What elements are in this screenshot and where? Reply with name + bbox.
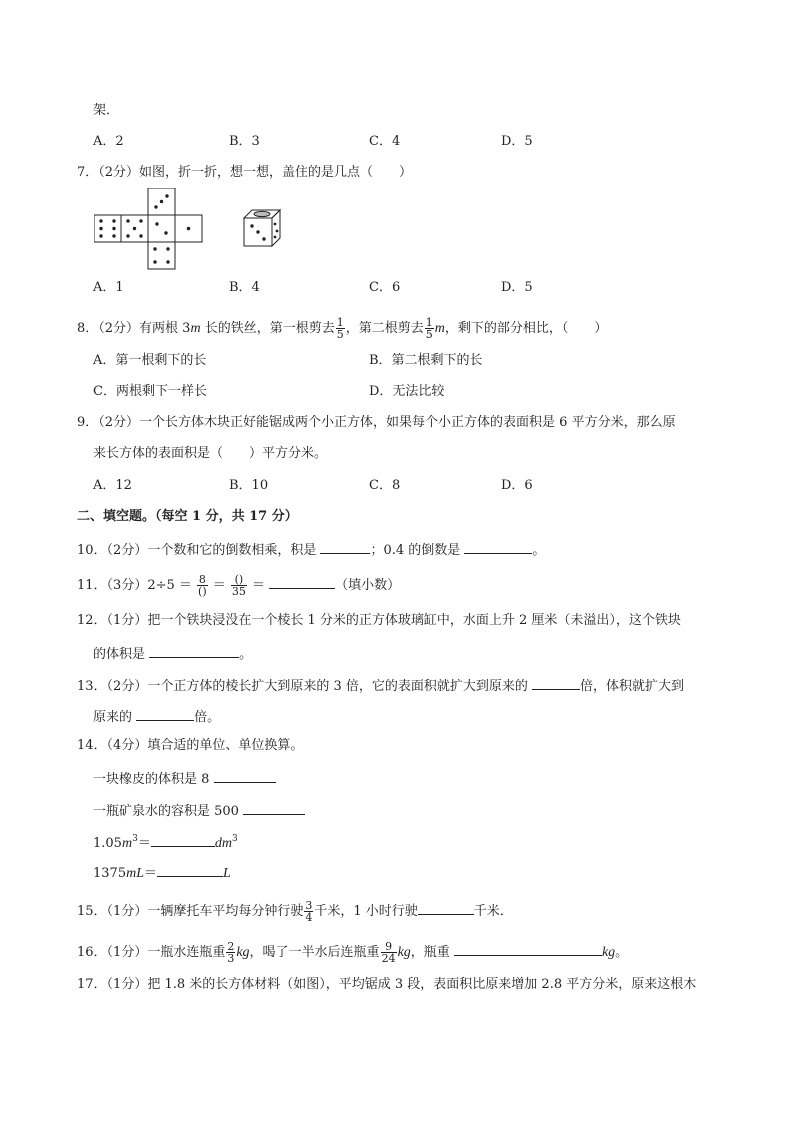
- q6-option-d: D．5: [501, 134, 533, 149]
- question-12-line2: 的体积是 。: [93, 644, 252, 663]
- q6-option-c: C．4: [369, 134, 401, 149]
- q12-blank[interactable]: [149, 644, 239, 658]
- q6-option-a: A．2: [93, 134, 124, 149]
- q9-option-b: B．10: [229, 478, 269, 493]
- q14-blank-4[interactable]: [157, 863, 223, 877]
- q7-option-b: B．4: [229, 280, 260, 295]
- q9-option-a: A．12: [93, 478, 132, 493]
- question-11: 11．（3分）2÷5 ＝ $\frac{8}{()}$ ＝ $\frac{()}{35}$ ＝ （填小数）: [77, 573, 401, 598]
- q14-blank-1[interactable]: [214, 769, 276, 783]
- q15-blank[interactable]: [418, 901, 474, 915]
- question-13-line2: 原来的 倍。: [93, 707, 220, 726]
- question-14-item4: 1375mL＝ L: [93, 863, 231, 882]
- q16-blank[interactable]: [454, 942, 602, 956]
- fraction-two-thirds: $\frac{2}{3}$: [227, 940, 235, 965]
- question-10: 10．（2分）一个数和它的倒数相乘，积是 ；0.4 的倒数是 。: [77, 540, 545, 559]
- question-12-line1: 12．（1分）把一个铁块浸没在一个棱长 1 分米的正方体玻璃缸中，水面上升 2 厘米（未溢出），这个铁块: [77, 613, 681, 628]
- question-8: 8．（2分）有两根 3m 长的铁丝，第一根剪去 $\frac{1}{5}$ ，第二根剪去 $\frac{1}{5}$ m，剩下的部分相比，（ ）: [77, 316, 608, 341]
- question-15: 15．（1分）一辆摩托车平均每分钟行驶 $\frac{3}{4}$ 千米，1 小时行驶 千米．: [77, 899, 513, 924]
- q7-option-c: C．6: [369, 280, 401, 295]
- q8-option-a: A．第一根剩下的长: [93, 353, 207, 368]
- q8-option-d: D．无法比较: [369, 384, 445, 399]
- question-16: 16．（1分）一瓶水连瓶重 $\frac{2}{3}$ kg，喝了一半水后连瓶重 $\frac{9}{24}$ kg，瓶重 kg。: [77, 940, 629, 965]
- fraction-9-over-24: $\frac{9}{24}$: [381, 940, 396, 965]
- question-14-item3: $1.05m^3= dm^3$: [93, 834, 238, 851]
- q9-option-d: D．6: [501, 478, 533, 493]
- q13-blank-1[interactable]: [532, 676, 580, 690]
- fraction-8-over-blank: $\frac{8}{()}$: [198, 573, 207, 598]
- q14-blank-3[interactable]: [151, 833, 215, 847]
- question-9-line1: 9．（2分）一个长方体木块正好能锯成两个小正方体，如果每个小正方体的表面积是 6 平方分米，那么原: [77, 415, 676, 430]
- q7-option-a: A．1: [93, 280, 124, 295]
- question-14-item1: 一块橡皮的体积是 8: [93, 769, 276, 788]
- question-13-line1: 13．（2分）一个正方体的棱长扩大到原来的 3 倍，它的表面积就扩大到原来的 倍，体积就扩大到: [77, 676, 684, 695]
- q8-option-b: B．第二根剩下的长: [369, 353, 483, 368]
- dice-net-figure: [94, 188, 294, 270]
- q7-option-d: D．5: [501, 280, 533, 295]
- fraction-three-quarters: $\frac{3}{4}$: [305, 899, 313, 924]
- question-6-continuation: 架．: [93, 103, 120, 118]
- q10-blank-2[interactable]: [464, 540, 532, 554]
- question-14: 14．（4分）填合适的单位、单位换算。: [77, 738, 304, 753]
- fraction-one-fifth-2: $\frac{1}{5}$: [425, 316, 433, 341]
- fraction-blank-over-35: $\frac{()}{35}$: [231, 573, 246, 598]
- question-9-line2: 来长方体的表面积是（ ）平方分米。: [93, 446, 328, 461]
- question-7: 7．（2分）如图，折一折，想一想，盖住的是几点（ ）: [77, 165, 413, 180]
- q10-blank-1[interactable]: [320, 540, 370, 554]
- q9-option-c: C．8: [369, 478, 401, 493]
- fraction-one-fifth: $\frac{1}{5}$: [336, 316, 344, 341]
- q11-blank[interactable]: [269, 575, 335, 589]
- question-17: 17．（1分）把 1.8 米的长方体材料（如图），平均锯成 3 段，表面积比原来增加 2.8 平方分米，原来这根木: [77, 977, 697, 992]
- q8-option-c: C．两根剩下一样长: [93, 384, 207, 399]
- question-14-item2: 一瓶矿泉水的容积是 500: [93, 801, 305, 820]
- q13-blank-2[interactable]: [136, 707, 194, 721]
- q14-blank-2[interactable]: [243, 801, 305, 815]
- section-2-heading: 二、填空题。（每空 1 分，共 17 分）: [77, 509, 298, 524]
- q6-option-b: B．3: [229, 134, 260, 149]
